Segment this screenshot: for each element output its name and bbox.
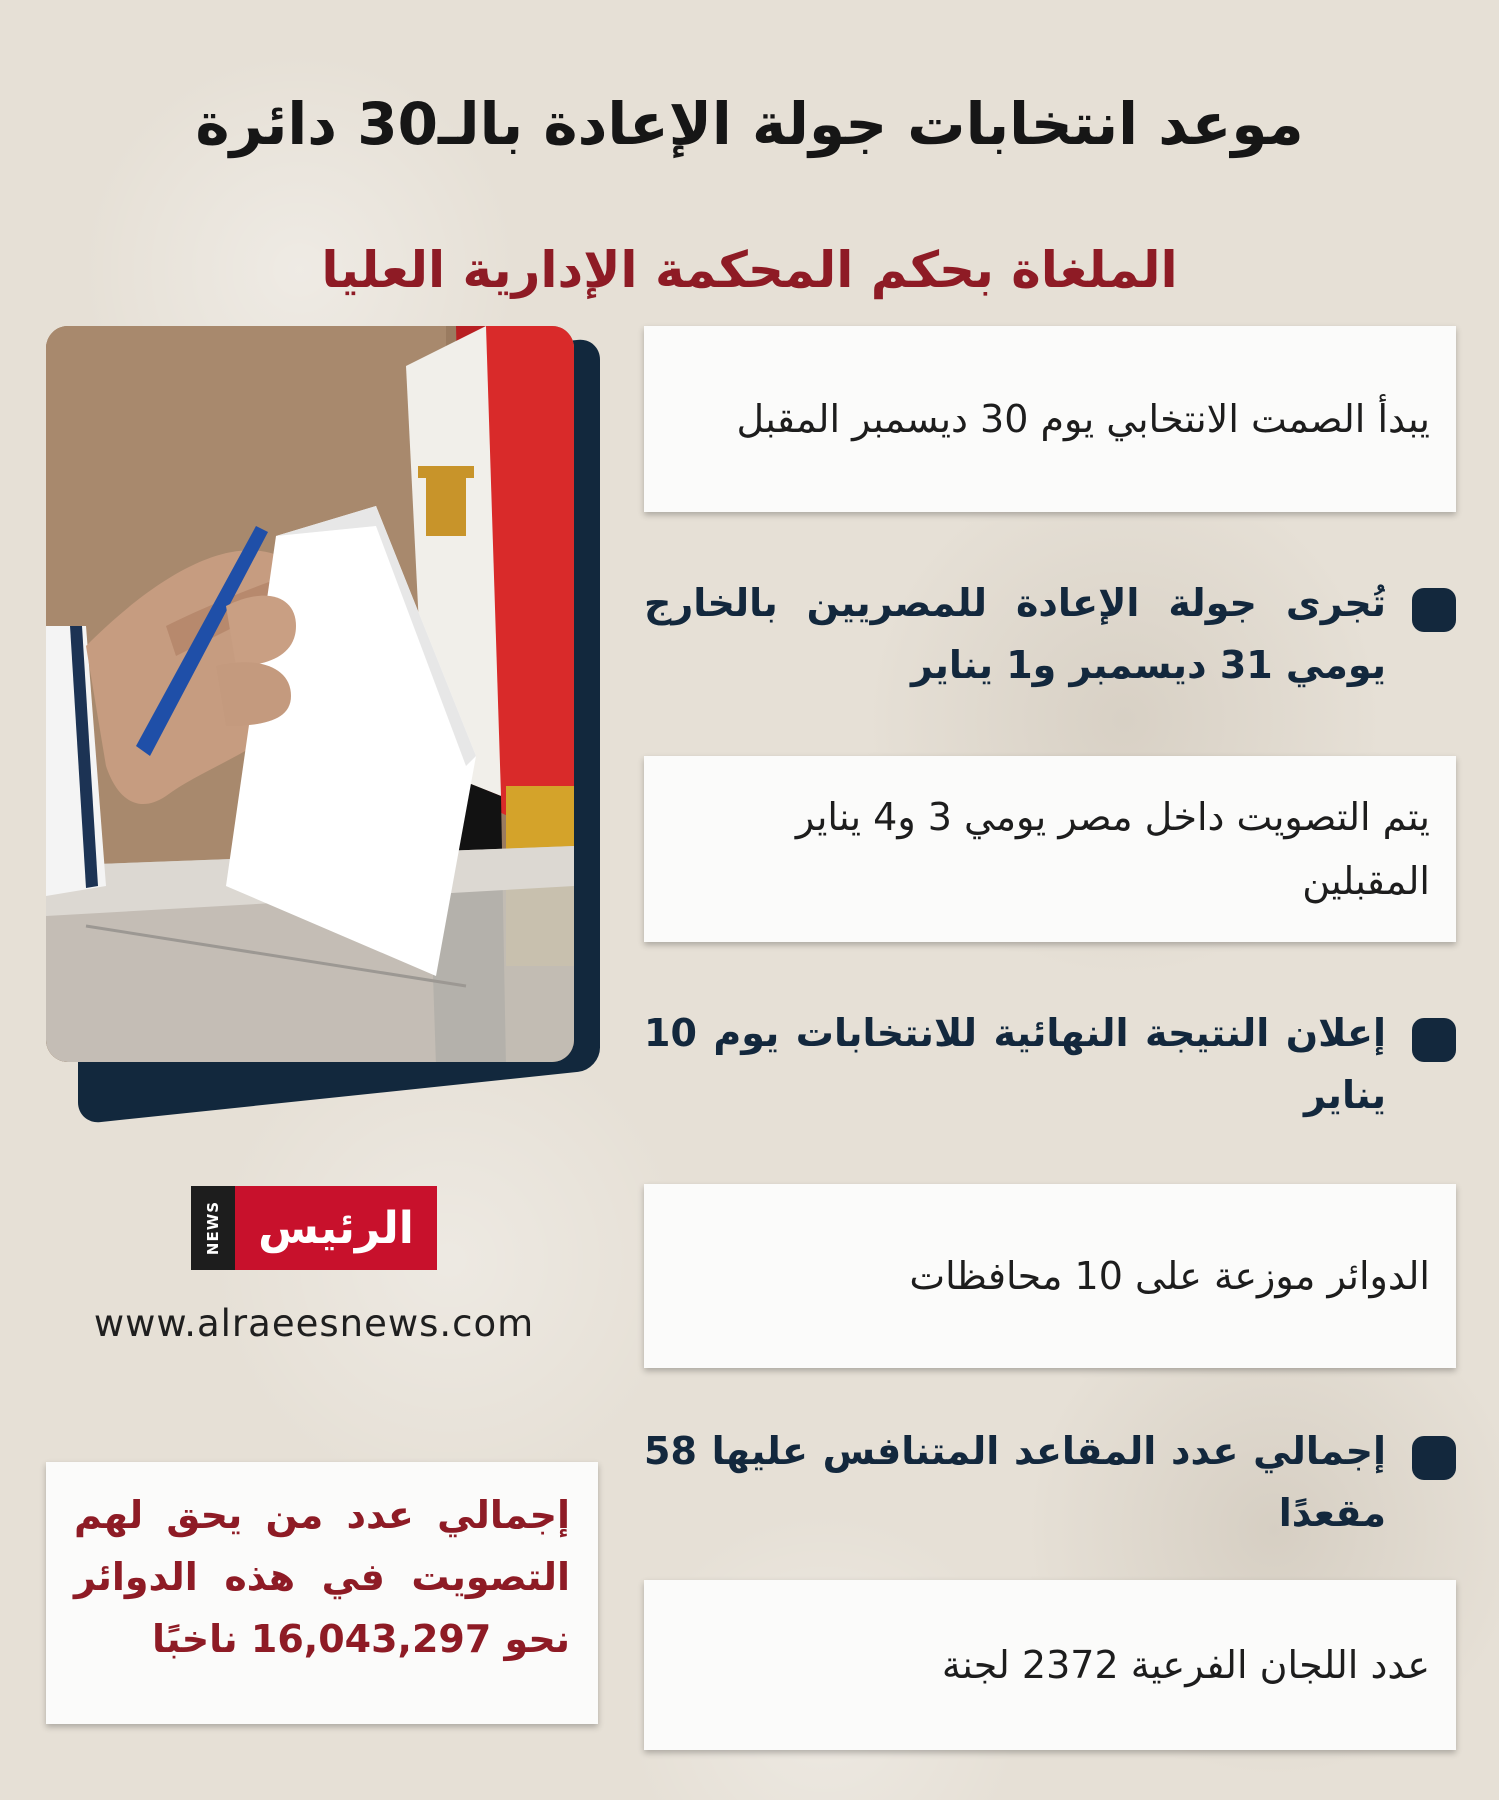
- voters-total-box: [46, 1462, 598, 1724]
- info-card-governorates: [644, 1184, 1456, 1368]
- logo-news-text: NEWS: [204, 1200, 222, 1256]
- ballot-illustration: [46, 326, 574, 1062]
- page-subtitle: الملغاة بحكم المحكمة الإدارية العليا: [321, 240, 1178, 299]
- bullet-marker-icon: [1412, 1018, 1456, 1062]
- bullet-text: إعلان النتيجة النهائية للانتخابات يوم 10 يناير: [644, 1011, 1386, 1117]
- info-card-text: الدوائر موزعة على 10 محافظات: [909, 1254, 1430, 1298]
- info-card-text: يتم التصويت داخل مصر يومي 3 و4 يناير المقبلين: [795, 795, 1430, 903]
- info-card-text: عدد اللجان الفرعية 2372 لجنة: [941, 1643, 1430, 1687]
- ballot-photo: [46, 326, 574, 1062]
- bullet-text: تُجرى جولة الإعادة للمصريين بالخارج يومي 31 ديسمبر و1 يناير: [644, 581, 1386, 687]
- info-card-silence: [644, 326, 1456, 512]
- logo-news-tag: [191, 1186, 235, 1270]
- brand-logo: [191, 1186, 437, 1270]
- page-title: موعد انتخابات جولة الإعادة بالـ30 دائرة: [195, 89, 1304, 158]
- website-url: www.alraeesnews.com: [93, 1302, 535, 1345]
- bullet-abroad-vote: [644, 572, 1456, 696]
- info-card-text: يبدأ الصمت الانتخابي يوم 30 ديسمبر المقبل: [736, 397, 1430, 441]
- bullet-marker-icon: [1412, 588, 1456, 632]
- bullet-final-result: [644, 1002, 1456, 1126]
- info-card-committees: [644, 1580, 1456, 1750]
- info-card-domestic-vote: [644, 756, 1456, 942]
- bullet-marker-icon: [1412, 1436, 1456, 1480]
- logo-name: الرئيس: [235, 1186, 437, 1270]
- bullet-seats: [644, 1420, 1456, 1544]
- bullet-text: إجمالي عدد المقاعد المتنافس عليها 58 مقعدًا: [644, 1429, 1386, 1535]
- voters-total-text: إجمالي عدد من يحق لهم التصويت في هذه الدوائر نحو 16,043,297 ناخبًا: [74, 1493, 570, 1661]
